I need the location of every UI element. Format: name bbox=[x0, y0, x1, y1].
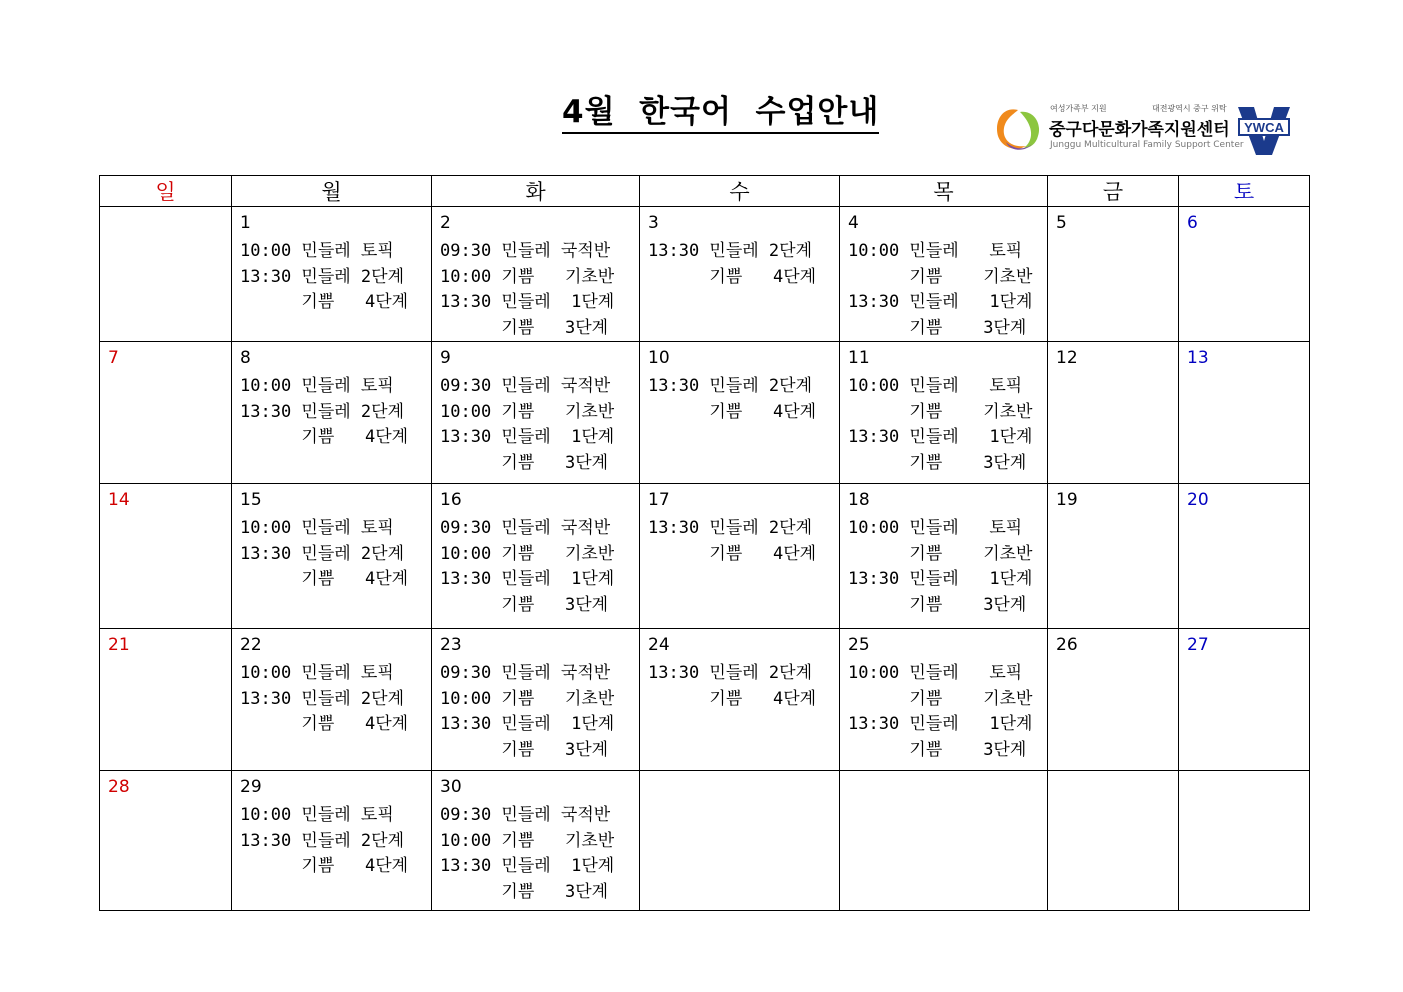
class-schedule-line: 기쁨 4단계 bbox=[240, 427, 409, 447]
class-schedule-line: 10:00 민들레 토픽 bbox=[848, 241, 1023, 261]
day-number: 8 bbox=[240, 348, 251, 368]
day-number: 4 bbox=[848, 213, 859, 233]
day-cell bbox=[432, 629, 640, 771]
day-number: 5 bbox=[1056, 213, 1067, 233]
class-schedule-line: 10:00 기쁨 기초반 bbox=[440, 401, 615, 422]
class-schedule-line: 기쁨 4단계 bbox=[240, 569, 409, 589]
class-schedule-line: 기쁨 3단계 bbox=[440, 881, 609, 902]
class-schedule-line: 기쁨 4단계 bbox=[240, 856, 409, 876]
class-schedule-line: 기쁨 4단계 bbox=[648, 688, 817, 709]
class-schedule-line: 13:30 민들레 1단계 bbox=[848, 427, 1033, 447]
day-number: 17 bbox=[648, 490, 670, 510]
day-number: 13 bbox=[1187, 348, 1209, 368]
day-cell bbox=[432, 771, 640, 911]
day-cell bbox=[640, 207, 840, 342]
day-number: 6 bbox=[1187, 213, 1198, 233]
class-schedule-line: 기쁨 3단계 bbox=[440, 317, 609, 338]
class-schedule-line: 13:30 민들레 2단계 bbox=[648, 376, 812, 396]
day-number: 9 bbox=[440, 348, 451, 368]
class-schedule-line: 13:30 민들레 2단계 bbox=[240, 401, 404, 422]
day-number bbox=[640, 771, 839, 798]
day-number: 28 bbox=[108, 777, 130, 797]
class-schedule-line: 13:30 민들레 2단계 bbox=[240, 830, 404, 851]
day-number bbox=[1048, 771, 1178, 798]
class-schedule-line: 10:00 민들레 토픽 bbox=[240, 518, 394, 538]
class-schedule-line: 기쁨 4단계 bbox=[648, 401, 817, 422]
class-schedule-line: 09:30 민들레 국적반 bbox=[440, 518, 611, 538]
day-number: 25 bbox=[848, 635, 870, 655]
class-schedule-line: 기쁨 3단계 bbox=[848, 739, 1027, 760]
day-number: 14 bbox=[108, 490, 130, 510]
weekday-sat: 토 bbox=[1179, 176, 1310, 207]
day-number bbox=[840, 771, 1047, 798]
day-number: 21 bbox=[108, 635, 130, 655]
class-schedule-line: 13:30 민들레 1단계 bbox=[440, 427, 615, 447]
day-number bbox=[1179, 771, 1309, 798]
day-cell bbox=[1048, 771, 1179, 911]
day-cell bbox=[640, 342, 840, 484]
class-schedule-line: 13:30 민들레 1단계 bbox=[848, 569, 1033, 589]
day-cell bbox=[1179, 342, 1310, 484]
class-schedule-line: 13:30 민들레 2단계 bbox=[648, 663, 812, 683]
day-number: 27 bbox=[1187, 635, 1209, 655]
day-cell bbox=[100, 771, 232, 911]
day-cell bbox=[1048, 342, 1179, 484]
day-cell bbox=[840, 484, 1048, 629]
day-number: 22 bbox=[240, 635, 262, 655]
class-schedule-line: 10:00 기쁨 기초반 bbox=[440, 830, 615, 851]
class-schedule-line: 기쁨 4단계 bbox=[648, 266, 817, 287]
class-schedule-line: 13:30 민들레 2단계 bbox=[240, 266, 404, 287]
class-schedule-line: 10:00 민들레 토픽 bbox=[240, 805, 394, 825]
day-number: 24 bbox=[648, 635, 670, 655]
day-cell bbox=[232, 771, 432, 911]
logo-city-text: 대전광역시 중구 위탁 bbox=[1152, 104, 1227, 113]
class-schedule-line: 10:00 민들레 토픽 bbox=[848, 663, 1023, 683]
class-schedule-line: 기쁨 3단계 bbox=[440, 594, 609, 615]
calendar-table bbox=[99, 175, 1310, 911]
class-schedule-line: 09:30 민들레 국적반 bbox=[440, 805, 611, 825]
day-cell bbox=[100, 342, 232, 484]
weekday-wed: 수 bbox=[640, 176, 840, 207]
day-cell bbox=[1179, 207, 1310, 342]
day-cell bbox=[432, 484, 640, 629]
class-schedule-line: 09:30 민들레 국적반 bbox=[440, 241, 611, 261]
week-row bbox=[100, 771, 1310, 911]
day-number: 12 bbox=[1056, 348, 1078, 368]
class-schedule-line: 10:00 민들레 토픽 bbox=[240, 663, 394, 683]
logo-ministry-text: 여성가족부 지원 bbox=[1050, 104, 1107, 113]
day-number: 11 bbox=[848, 348, 870, 368]
day-number: 7 bbox=[108, 348, 119, 368]
day-number: 20 bbox=[1187, 490, 1209, 510]
class-schedule-line: 기쁨 기초반 bbox=[848, 266, 1033, 287]
day-cell bbox=[232, 207, 432, 342]
family-center-emblem-icon bbox=[992, 104, 1044, 154]
center-logo bbox=[992, 100, 1292, 160]
class-schedule-line: 13:30 민들레 1단계 bbox=[848, 292, 1033, 312]
logo-center-name: 중구다문화가족지원센터 bbox=[1049, 120, 1230, 140]
week-row bbox=[100, 629, 1310, 771]
class-schedule-line: 기쁨 3단계 bbox=[440, 739, 609, 760]
day-number: 3 bbox=[648, 213, 659, 233]
class-schedule-line: 10:00 민들레 토픽 bbox=[848, 518, 1023, 538]
day-cell bbox=[840, 629, 1048, 771]
class-schedule-line: 10:00 기쁨 기초반 bbox=[440, 688, 615, 709]
weekday-tue: 화 bbox=[432, 176, 640, 207]
day-cell bbox=[232, 342, 432, 484]
week-row bbox=[100, 342, 1310, 484]
day-cell bbox=[1179, 771, 1310, 911]
class-schedule-line: 13:30 민들레 1단계 bbox=[848, 714, 1033, 734]
class-schedule-line: 13:30 민들레 2단계 bbox=[648, 241, 812, 261]
day-cell bbox=[840, 771, 1048, 911]
day-cell bbox=[1179, 629, 1310, 771]
day-number: 2 bbox=[440, 213, 451, 233]
class-schedule-line: 10:00 기쁨 기초반 bbox=[440, 266, 615, 287]
week-row bbox=[100, 484, 1310, 629]
weekday-mon: 월 bbox=[232, 176, 432, 207]
class-schedule-line: 기쁨 4단계 bbox=[240, 714, 409, 734]
class-schedule-line: 13:30 민들레 2단계 bbox=[648, 518, 812, 538]
class-schedule-line: 기쁨 3단계 bbox=[848, 594, 1027, 615]
ywca-logo-icon bbox=[1236, 105, 1292, 157]
day-number: 1 bbox=[240, 213, 251, 233]
weekday-sun: 일 bbox=[100, 176, 232, 207]
class-schedule-line: 기쁨 3단계 bbox=[440, 452, 609, 473]
day-number: 16 bbox=[440, 490, 462, 510]
day-cell bbox=[840, 207, 1048, 342]
day-cell bbox=[100, 207, 232, 342]
day-number: 10 bbox=[648, 348, 670, 368]
day-cell bbox=[100, 484, 232, 629]
day-number: 19 bbox=[1056, 490, 1078, 510]
day-number: 18 bbox=[848, 490, 870, 510]
day-cell bbox=[640, 484, 840, 629]
class-schedule-line: 13:30 민들레 2단계 bbox=[240, 688, 404, 709]
day-number: 29 bbox=[240, 777, 262, 797]
day-cell bbox=[640, 771, 840, 911]
weekday-fri: 금 bbox=[1048, 176, 1179, 207]
day-cell bbox=[840, 342, 1048, 484]
class-schedule-line: 10:00 민들레 토픽 bbox=[240, 241, 394, 261]
day-number bbox=[100, 207, 231, 234]
day-cell bbox=[1048, 484, 1179, 629]
class-schedule-line: 기쁨 기초반 bbox=[848, 543, 1033, 564]
class-schedule-line: 13:30 민들레 1단계 bbox=[440, 569, 615, 589]
class-schedule-line: 기쁨 4단계 bbox=[240, 292, 409, 312]
class-schedule-line: 기쁨 기초반 bbox=[848, 401, 1033, 422]
weekday-thu: 목 bbox=[840, 176, 1048, 207]
day-cell bbox=[100, 629, 232, 771]
class-schedule-line: 13:30 민들레 1단계 bbox=[440, 856, 615, 876]
logo-center-english: Junggu Multicultural Family Support Center bbox=[1050, 140, 1244, 150]
class-schedule-line: 기쁨 기초반 bbox=[848, 688, 1033, 709]
class-schedule-line: 13:30 민들레 2단계 bbox=[240, 543, 404, 564]
day-number: 23 bbox=[440, 635, 462, 655]
week-row bbox=[100, 207, 1310, 342]
day-number: 26 bbox=[1056, 635, 1078, 655]
day-number: 15 bbox=[240, 490, 262, 510]
day-cell bbox=[432, 342, 640, 484]
day-cell bbox=[232, 484, 432, 629]
day-cell bbox=[1048, 629, 1179, 771]
class-schedule-line: 09:30 민들레 국적반 bbox=[440, 376, 611, 396]
class-schedule-line: 13:30 민들레 1단계 bbox=[440, 292, 615, 312]
class-schedule-line: 10:00 민들레 토픽 bbox=[848, 376, 1023, 396]
day-cell bbox=[232, 629, 432, 771]
day-number: 30 bbox=[440, 777, 462, 797]
page-title: 4월 한국어 수업안내 bbox=[562, 92, 879, 134]
class-schedule-line: 13:30 민들레 1단계 bbox=[440, 714, 615, 734]
day-cell bbox=[1179, 484, 1310, 629]
class-schedule-line: 기쁨 4단계 bbox=[648, 543, 817, 564]
ywca-logo-text: YWCA bbox=[1244, 120, 1284, 135]
day-cell bbox=[1048, 207, 1179, 342]
class-schedule-line: 10:00 기쁨 기초반 bbox=[440, 543, 615, 564]
class-schedule-line: 10:00 민들레 토픽 bbox=[240, 376, 394, 396]
day-cell bbox=[640, 629, 840, 771]
class-schedule-line: 기쁨 3단계 bbox=[848, 317, 1027, 338]
class-schedule-line: 기쁨 3단계 bbox=[848, 452, 1027, 473]
day-cell bbox=[432, 207, 640, 342]
class-schedule-line: 09:30 민들레 국적반 bbox=[440, 663, 611, 683]
weekday-header-row bbox=[100, 176, 1310, 207]
